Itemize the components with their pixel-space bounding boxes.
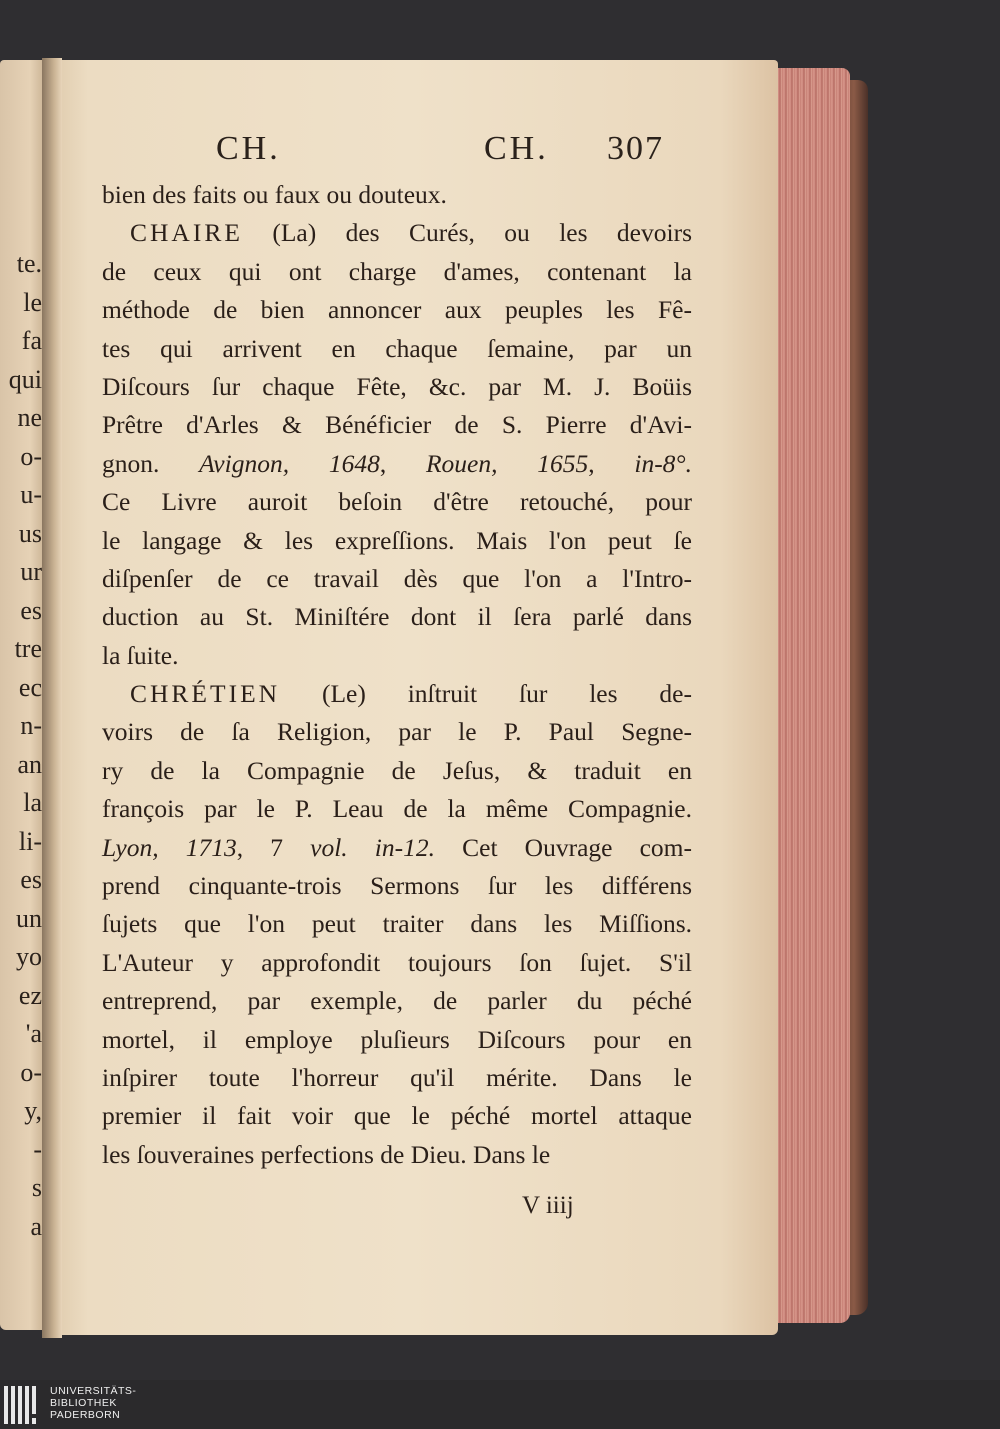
- edge-fragment: o-: [20, 441, 42, 471]
- edge-fragment: es: [20, 595, 42, 625]
- text-line: premier il fait voir que le péché mortel attaque: [102, 1101, 692, 1131]
- text-line: L'Auteur y approfondit toujours ſon ſujet. S'il: [102, 947, 692, 977]
- edge-fragment: n-: [20, 711, 42, 740]
- text-line: inſpirer toute l'horreur qu'il mérite. Dans le: [102, 1062, 692, 1092]
- header-right: CH.: [484, 130, 549, 167]
- library-footer: [0, 1380, 1000, 1429]
- logo-line-1: UNIVERSITÄTS-: [50, 1385, 137, 1397]
- page-fore-edge: [770, 68, 850, 1323]
- text-line: les ſouveraines perfections de Dieu. Dans le: [102, 1139, 551, 1169]
- edge-fragment: -: [33, 1134, 42, 1164]
- edge-fragment: fa: [21, 326, 42, 355]
- running-header: [44, 130, 778, 180]
- text-line: prend cinquante-trois Sermons ſur les différens: [102, 871, 692, 901]
- edge-fragment: ne: [17, 403, 42, 432]
- edge-fragment: qui: [8, 364, 42, 394]
- text-line: mortel, il employe pluſieurs Diſcours pour en: [102, 1024, 692, 1054]
- edge-fragment: ur: [20, 557, 42, 586]
- library-logo-text: [50, 1385, 136, 1421]
- book-page: [44, 60, 778, 1335]
- edge-fragment: a: [30, 1211, 42, 1241]
- page-number: 307: [607, 130, 664, 167]
- edge-fragment: 'a: [25, 1019, 42, 1048]
- edge-fragment: us: [18, 518, 42, 548]
- text-line: CHRÉTIEN (Le) inſtruit ſur les de-: [130, 679, 692, 709]
- text-line: le langage & les expreſſions. Mais l'on peut ſe: [102, 525, 692, 555]
- text-line: ry de la Compagnie de Jeſus, & traduit en: [102, 755, 692, 785]
- text-line: bien des faits ou faux ou douteux.: [102, 180, 447, 209]
- edge-fragment: le: [23, 287, 42, 317]
- text-line: Prêtre d'Arles & Bénéficier de S. Pierre d'Avi-: [102, 410, 692, 440]
- edge-fragment: la: [23, 788, 42, 817]
- text-line: Ce Livre auroit beſoin d'être retouché, pour: [102, 487, 692, 517]
- text-line: méthode de bien annoncer aux peuples les Fê-: [102, 295, 692, 325]
- edge-fragment: un: [16, 903, 42, 933]
- edge-fragment: u-: [20, 480, 42, 509]
- edge-fragment: an: [17, 749, 42, 779]
- text-line: Lyon, 1713, 7 vol. in-12. Cet Ouvrage com-: [102, 832, 692, 862]
- edge-fragment: y,: [24, 1096, 42, 1125]
- edge-fragment: s: [31, 1173, 42, 1202]
- edge-fragment: te.: [16, 249, 42, 278]
- text-line: entreprend, par exemple, de parler du péché: [102, 986, 692, 1016]
- body-text: [102, 176, 692, 1174]
- edge-fragment: yo: [16, 942, 42, 971]
- text-line: diſpenſer de ce travail dès que l'on a l'Intro-: [102, 563, 692, 593]
- library-logo-icon: [4, 1386, 42, 1424]
- text-line: ſujets que l'on peut traiter dans les Miſſions.: [102, 909, 692, 939]
- edge-fragment: o-: [20, 1057, 42, 1087]
- logo-line-2: BIBLIOTHEK: [50, 1397, 117, 1409]
- edge-fragment: tre: [14, 634, 42, 663]
- text-line: voirs de ſa Religion, par le P. Paul Segne-: [102, 717, 692, 747]
- text-line: CHAIRE (La) des Curés, ou les devoirs: [130, 218, 692, 248]
- previous-page-edge-text: [2, 245, 42, 1246]
- text-line: françois par le P. Leau de la même Compagnie.: [102, 794, 692, 824]
- text-line: la ſuite.: [102, 640, 179, 670]
- text-line: duction au St. Miniſtére dont il ſera parlé dans: [102, 602, 692, 632]
- text-line: gnon. Avignon, 1648, Rouen, 1655, in-8°.: [102, 448, 693, 478]
- edge-fragment: es: [20, 865, 42, 894]
- edge-fragment: ec: [18, 672, 42, 702]
- signature-mark: V iiij: [522, 1192, 574, 1219]
- text-line: Diſcours ſur chaque Fête, &c. par M. J. Boüis: [102, 371, 692, 401]
- edge-fragment: ez: [18, 980, 42, 1010]
- logo-line-3: PADERBORN: [50, 1409, 121, 1421]
- book-gutter: [42, 58, 62, 1338]
- edge-fragment: li-: [18, 826, 42, 856]
- text-line: tes qui arrivent en chaque ſemaine, par un: [102, 333, 692, 363]
- header-left: CH.: [216, 130, 281, 167]
- text-line: de ceux qui ont charge d'ames, contenant la: [102, 256, 692, 286]
